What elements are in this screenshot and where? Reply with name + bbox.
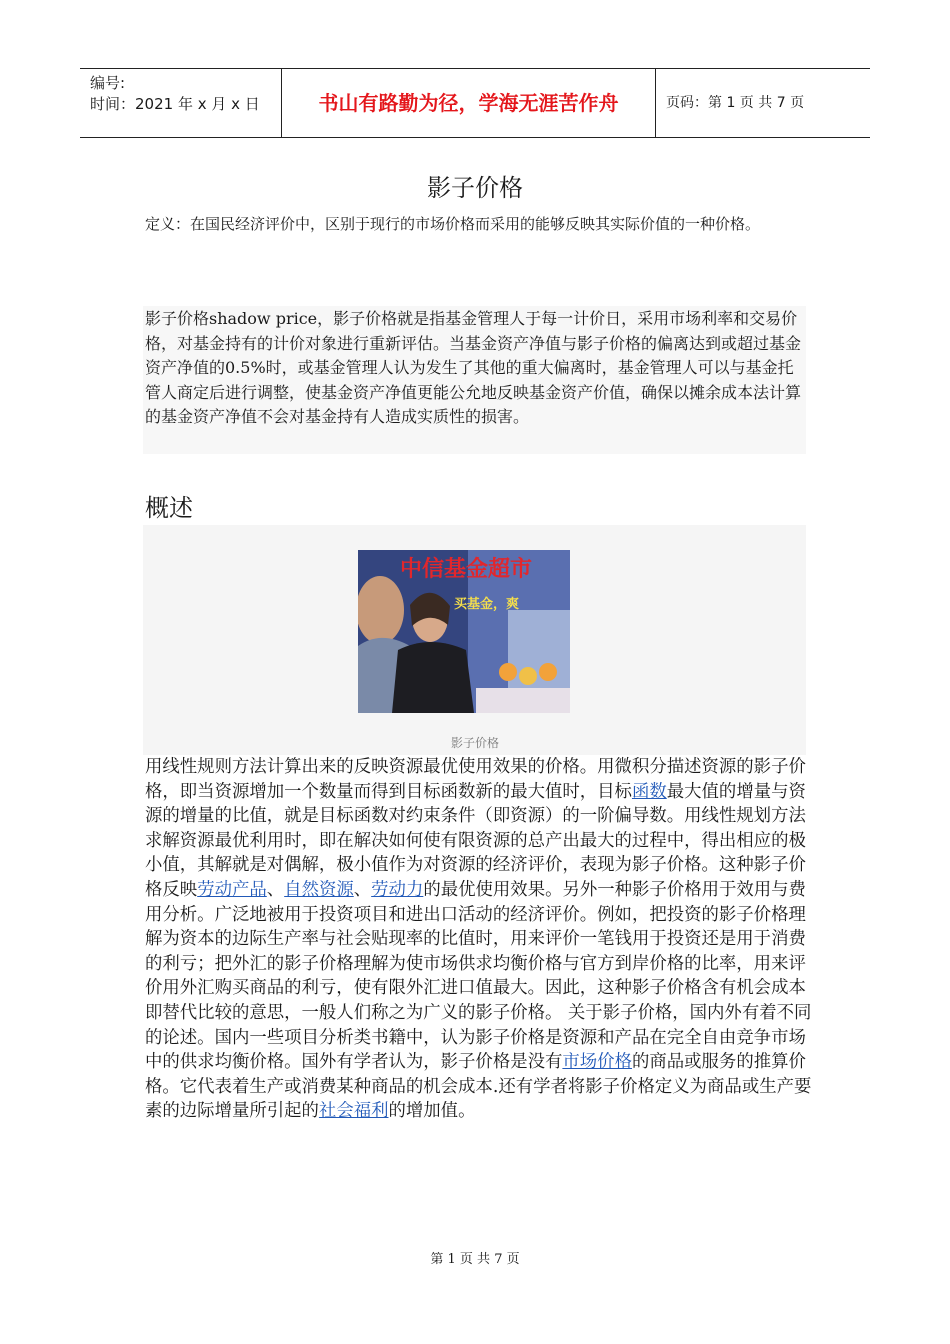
body-text-5: 的增加值。 [388,1101,476,1122]
link-social-welfare[interactable]: 社会福利 [318,1101,389,1122]
link-function[interactable]: 函数 [631,781,667,802]
document-header [80,68,870,138]
link-labor-force[interactable]: 劳动力 [371,879,424,900]
body-text-3: 的最优使用效果。另外一种影子价格用于效用与费用分析。广泛地被用于投资项目和进出口活动的经济评价。例如，把投资的影子价格理解为资本的边际生产率与社会贴现率的比值时，用来评价一笔钱用于投资还是用于消费的利亏；把外汇的影子价格理解为使市场供求均衡价格与官方到岸价格的比率，用来评价用外汇购买商品的利亏，使有限外汇进口值最大。因此，这种影子价格含有机会成本即替代比较的意思，一般人们称之为广义的影子价格。 关于影子价格，国内外有着不同的论述。国内一些项目分析类书籍中，认为影子价格是资源和产品在完全自由竞争市场中的供求均衡价格。国外有学者认为，影子价格是没有 [145,879,812,1073]
body-paragraph [145,755,815,1124]
photo-slogan-text: 买基金，爽 [454,597,520,612]
link-natural-resource[interactable]: 自然资源 [284,879,354,900]
header-meta [80,69,282,137]
definition-text: 定义：在国民经济评价中，区别于现行的市场价格而采用的能够反映其实际价值的一种价格。 [145,215,761,233]
figure-photo [358,550,570,713]
body-text-4: 的商品或服务的推算价格。它代表着生产或消费某种商品的机会成本.还有学者将影子价格定义为商品或生产要素的边际增量所引起的 [145,1052,812,1122]
body-text-1: 用线性规则方法计算出来的反映资源最优使用效果的价格。用微积分描述资源的影子价格，即当资源增加一个数量而得到目标函数新的最大值时，目标 [145,757,806,802]
body-text-2: 最大值的增量与资源的增量的比值，就是目标函数对约束条件（即资源）的一阶偏导数。用线性规划方法求解资源最优利用时，即在解决如何使有限资源的总产出最大的过程中，得出相应的极小值，其解就是对偶解，极小值作为对资源的经济评价，表现为影子价格。这种影子价格反映 [145,781,806,900]
separator-1: 、 [266,879,285,900]
link-labor-product[interactable]: 劳动产品 [197,879,267,900]
page-footer: 第 1 页 共 7 页 [430,1252,520,1267]
intro-paragraph: 影子价格shadow price，影子价格就是指基金管理人于每一计价日，采用市场利率和交易价格，对基金持有的计价对象进行重新评估。当基金资产净值与影子价格的偏离达到或超过基金资产净值的0.5%时，或基金管理人认为发生了其他的重大偏离时，基金管理人可以与基金托管人商定后进行调整，使基金资产净值更能公允地反映基金资产价值，确保以摊余成本法计算的基金资产净值不会对基金持有人造成实质性的损害。 [145,309,802,426]
section-title: 概述 [145,494,193,522]
link-market-price[interactable]: 市场价格 [562,1052,632,1073]
figure-caption: 影子价格 [450,736,499,750]
photo-sign-text: 中信基金超市 [400,557,533,582]
time-label: 时间：2021 年 x 月 x 日 [90,95,260,113]
page-title: 影子价格 [427,174,523,202]
photo-illustration [358,550,570,713]
header-motto: 书山有路勤为径，学海无涯苦作舟 [282,69,656,137]
number-label: 编号: [90,74,126,92]
header-page-info: 页码：第 1 页 共 7 页 [666,95,805,111]
separator-2: 、 [353,879,372,900]
